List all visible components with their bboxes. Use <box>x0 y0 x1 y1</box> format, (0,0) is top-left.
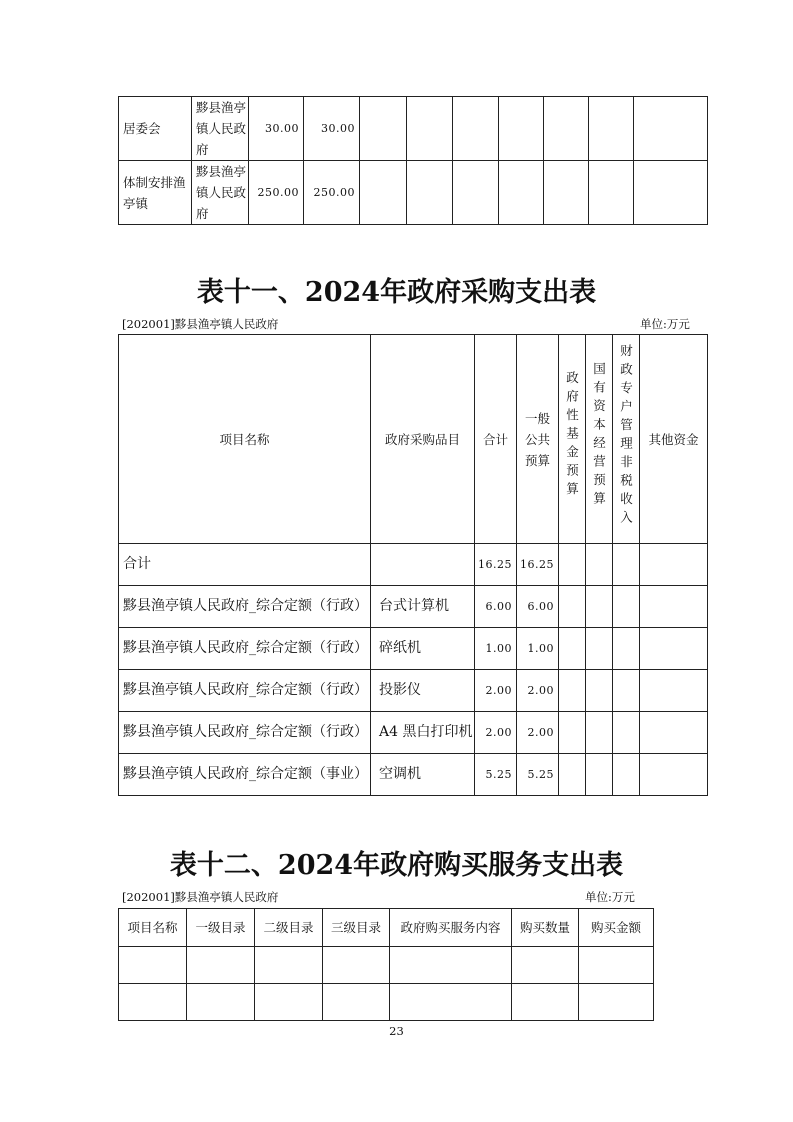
services-unit-code: [202001]黟县渔亭镇人民政府 <box>122 890 279 904</box>
header-fiscal-special: 财政专户管理非税收入 <box>618 343 634 529</box>
row-general: 2.00 <box>517 712 559 754</box>
total-general: 16.25 <box>517 544 559 586</box>
row-unit: 黟县渔亭镇人民政府 <box>192 97 249 161</box>
table-row <box>119 97 708 161</box>
row-name: 体制安排渔亭镇 <box>119 161 192 225</box>
header-level3: 三级目录 <box>323 909 390 947</box>
row-project: 黟县渔亭镇人民政府_综合定额（行政） <box>119 670 371 712</box>
procurement-title: 表十一、2024年政府采购支出表 <box>196 277 597 308</box>
header-amount: 购买金额 <box>579 909 654 947</box>
services-table <box>118 908 654 1021</box>
table-row <box>119 984 654 1021</box>
row-total: 250.00 <box>249 161 304 225</box>
row-general: 5.25 <box>517 754 559 796</box>
header-project-name: 项目名称 <box>119 335 371 544</box>
table-row <box>119 628 708 670</box>
total-row <box>119 544 708 586</box>
header-other: 其他资金 <box>640 335 708 544</box>
row-total: 30.00 <box>249 97 304 161</box>
procurement-table <box>118 334 708 796</box>
header-general-budget: 一般公共预算 <box>517 335 559 544</box>
row-name: 居委会 <box>119 97 192 161</box>
row-total: 2.00 <box>475 712 517 754</box>
row-general: 2.00 <box>517 670 559 712</box>
table-row <box>119 947 654 984</box>
services-title: 表十二、2024年政府购买服务支出表 <box>169 850 624 881</box>
header-project-name: 项目名称 <box>119 909 187 947</box>
row-item: 投影仪 <box>371 670 475 712</box>
header-level1: 一级目录 <box>187 909 255 947</box>
row-project: 黟县渔亭镇人民政府_综合定额（行政） <box>119 628 371 670</box>
row-total: 6.00 <box>475 586 517 628</box>
table-row <box>119 754 708 796</box>
services-unit-label: 单位:万元 <box>585 890 635 904</box>
row-general: 6.00 <box>517 586 559 628</box>
total-value: 16.25 <box>475 544 517 586</box>
row-total: 5.25 <box>475 754 517 796</box>
row-project: 黟县渔亭镇人民政府_综合定额（事业） <box>119 754 371 796</box>
table-row <box>119 586 708 628</box>
page-number: 23 <box>389 1024 404 1038</box>
row-total: 1.00 <box>475 628 517 670</box>
header-row <box>119 909 654 947</box>
header-row <box>119 335 708 544</box>
row-item: 台式计算机 <box>371 586 475 628</box>
row-general: 1.00 <box>517 628 559 670</box>
row-project: 黟县渔亭镇人民政府_综合定额（行政） <box>119 586 371 628</box>
row-budget: 30.00 <box>304 97 360 161</box>
table-row <box>119 670 708 712</box>
row-budget: 250.00 <box>304 161 360 225</box>
procurement-unit-label: 单位:万元 <box>640 317 690 331</box>
row-item: 空调机 <box>371 754 475 796</box>
row-total: 2.00 <box>475 670 517 712</box>
row-project: 黟县渔亭镇人民政府_综合定额（行政） <box>119 712 371 754</box>
row-item: 碎纸机 <box>371 628 475 670</box>
header-state-capital: 国有资本经营预算 <box>591 362 607 510</box>
table-row <box>119 712 708 754</box>
row-item: A4 黑白打印机 <box>371 712 475 754</box>
header-level2: 二级目录 <box>255 909 323 947</box>
continued-table <box>118 96 708 225</box>
table-row <box>119 161 708 225</box>
row-unit: 黟县渔亭镇人民政府 <box>192 161 249 225</box>
header-total: 合计 <box>475 335 517 544</box>
header-service-content: 政府购买服务内容 <box>390 909 512 947</box>
header-quantity: 购买数量 <box>512 909 579 947</box>
total-label: 合计 <box>119 544 371 586</box>
procurement-unit-code: [202001]黟县渔亭镇人民政府 <box>122 317 279 331</box>
header-item: 政府采购品目 <box>371 335 475 544</box>
header-fund-budget: 政府性基金预算 <box>564 371 580 501</box>
